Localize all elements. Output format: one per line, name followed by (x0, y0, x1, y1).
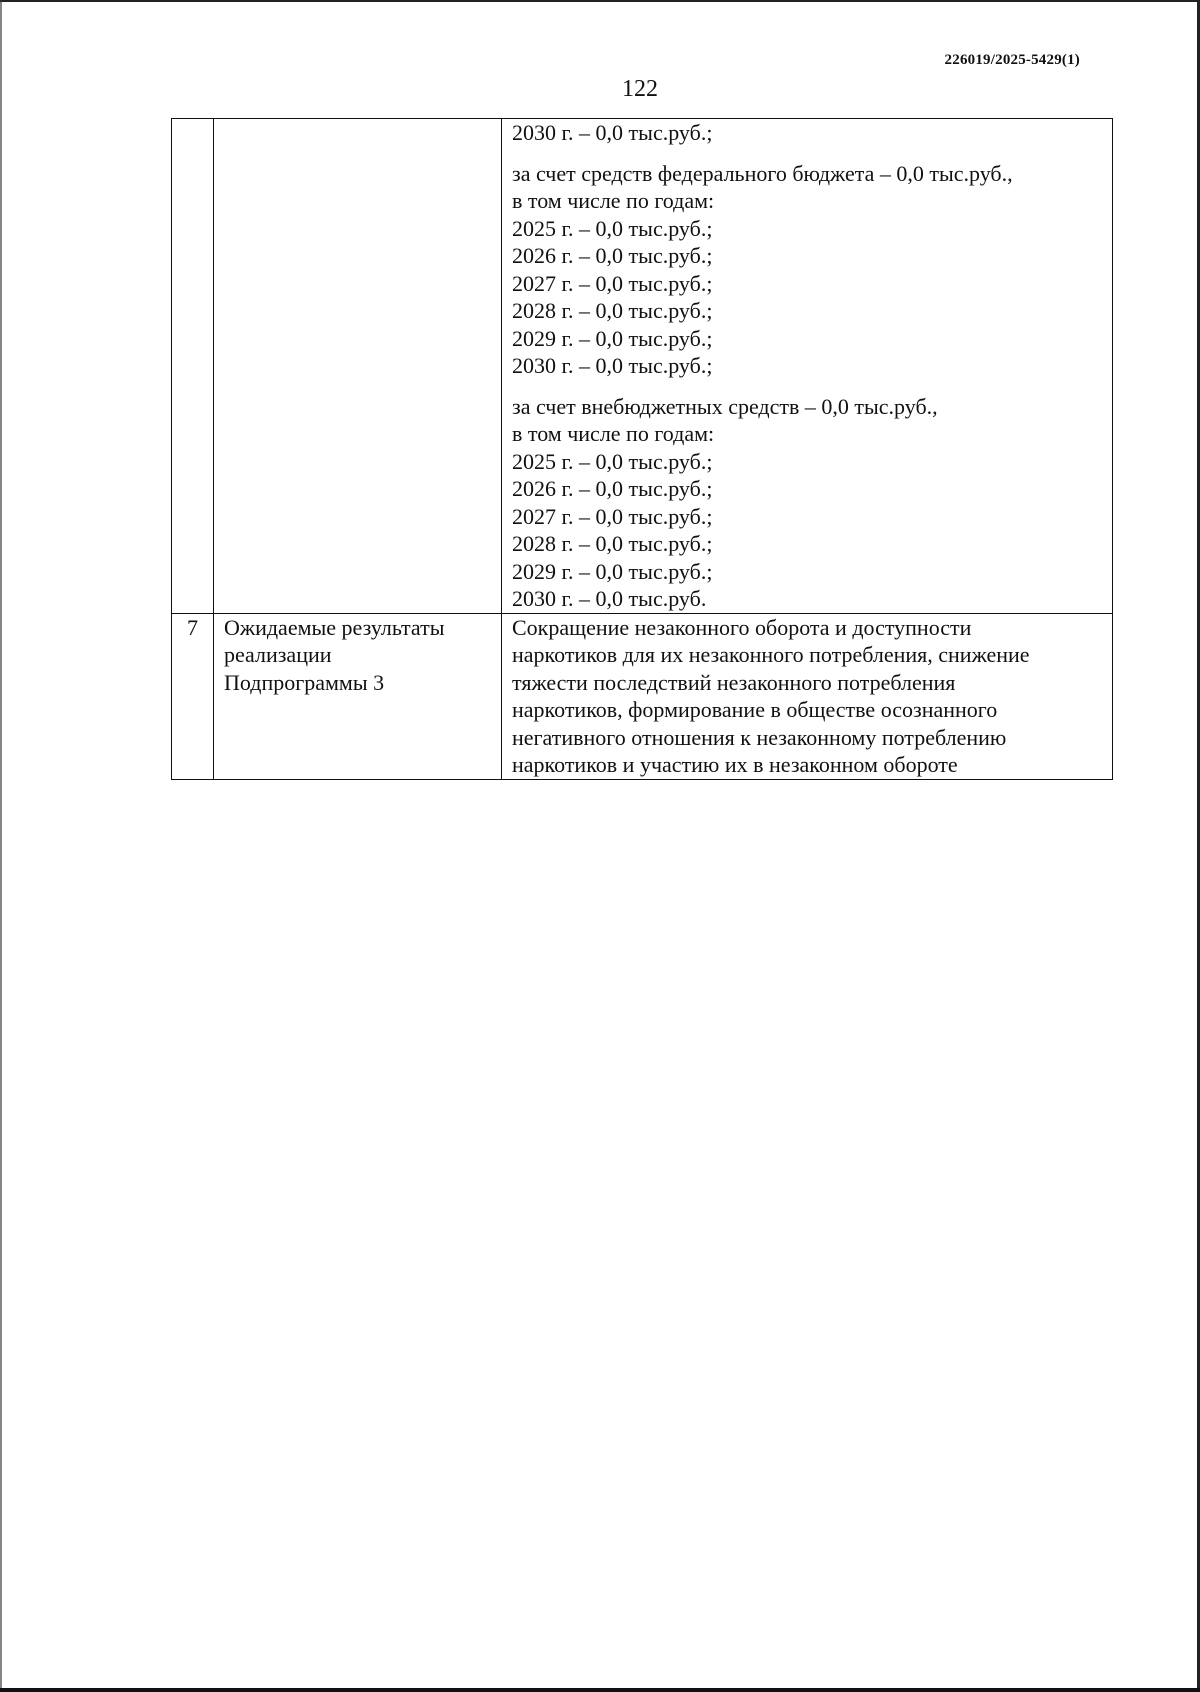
table-row-continued (172, 119, 1113, 614)
text-line: 2030 г. – 0,0 тыс.руб. (512, 586, 707, 611)
text-line: наркотиков для их незаконного потребления, снижение (512, 642, 1030, 667)
text-line: в том числе по годам: (512, 188, 715, 213)
funding-block-federal (512, 160, 1104, 380)
text-line: 2029 г. – 0,0 тыс.руб.; (512, 558, 713, 584)
text-line: 2028 г. – 0,0 тыс.руб.; (512, 531, 713, 556)
text-line: негативного отношения к незаконному потреблению (512, 724, 1007, 750)
scan-border-top (0, 0, 1200, 2)
funding-block-extrabudget (512, 393, 1104, 613)
document-id: 226019/2025-5429(1) (944, 52, 1080, 68)
text-line: наркотиков и участию их в незаконном обороте (512, 752, 958, 777)
text-line: 2026 г. – 0,0 тыс.руб.; (512, 243, 713, 268)
text-line: 2025 г. – 0,0 тыс.руб.; (512, 448, 713, 474)
funding-cell (502, 119, 1113, 614)
text-line: 2025 г. – 0,0 тыс.руб.; (512, 215, 713, 241)
text-line: Ожидаемые результаты (224, 614, 445, 640)
text-line: 2028 г. – 0,0 тыс.руб.; (512, 298, 713, 323)
text-line: в том числе по годам: (512, 421, 715, 446)
row-label-cell (214, 119, 502, 614)
text-line: Подпрограммы 3 (224, 669, 385, 695)
program-passport-table (171, 118, 1113, 780)
text-line: 2027 г. – 0,0 тыс.руб.; (512, 503, 713, 529)
page-number: 122 (622, 76, 658, 102)
row-number-cell: 7 (172, 613, 214, 779)
text-line: за счет внебюджетных средств – 0,0 тыс.руб., (512, 393, 938, 419)
table-row-7 (172, 613, 1113, 779)
text-line: 2029 г. – 0,0 тыс.руб.; (512, 325, 713, 351)
text-line: 2026 г. – 0,0 тыс.руб.; (512, 476, 713, 501)
paragraph-gap (512, 380, 1104, 393)
text-line: наркотиков, формирование в обществе осознанного (512, 697, 998, 722)
text-line: Сокращение незаконного оборота и доступности (512, 614, 972, 640)
scan-border-left (0, 0, 2, 1692)
paragraph-gap (512, 147, 1104, 160)
text-line: за счет средств федерального бюджета – 0,0 тыс.руб., (512, 160, 1013, 186)
text-line: тяжести последствий незаконного потребления (512, 669, 956, 695)
text-line: реализации (224, 642, 332, 667)
expected-results-cell (502, 613, 1113, 779)
funding-block-top (512, 119, 1104, 147)
text-line: 2027 г. – 0,0 тыс.руб.; (512, 270, 713, 296)
row-label-cell (214, 613, 502, 779)
row-number-cell (172, 119, 214, 614)
text-line: 2030 г. – 0,0 тыс.руб.; (512, 353, 713, 378)
text-line: 2030 г. – 0,0 тыс.руб.; (512, 120, 713, 145)
scan-border-bottom (0, 1688, 1200, 1692)
